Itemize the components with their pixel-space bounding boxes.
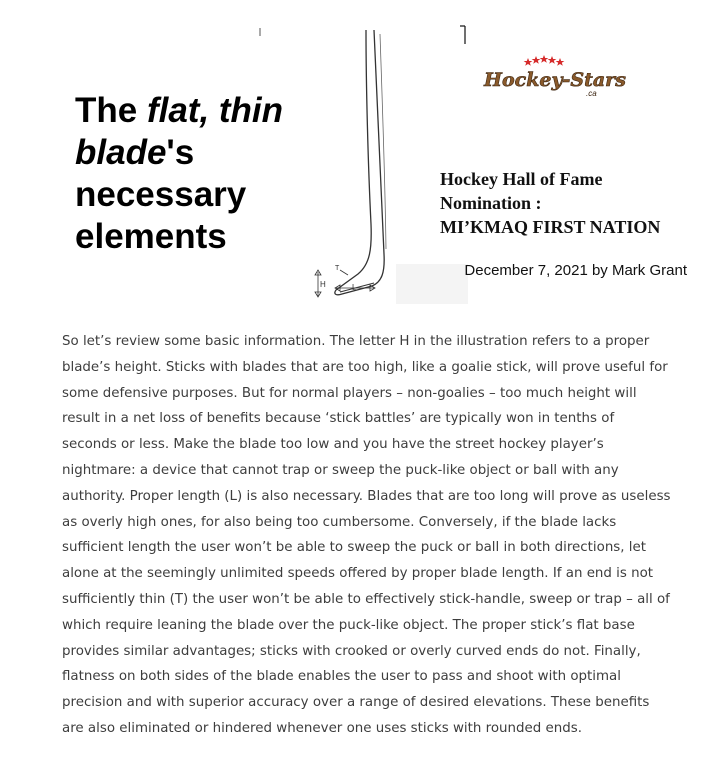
headline-part4: 's necessary elements <box>75 133 247 256</box>
article-body: So let’s review some basic information. The letter H in the illustration refers to a proper blade’s height. Sticks with blades that are too high, like a goalie stick, will prove useful for some defensive purposes. But for normal players – non-goalies – too much height will result in a net loss of benefits because ‘stick battles’ are typically won in tenths of seconds or less. Make the blade too low and you have the street hockey player’s nightmare: a device that cannot trap or sweep the puck-like object or ball with any authority. Proper length (L) is also necessary. Blades that are too long will prove as useless as overly high ones, for also being too cumbersome. Conversely, if the blade lacks sufficient length the user won’t be able to sweep the puck or ball in both directions, let alone at the seemingly unlimited speeds offered by proper blade length. If an end is not sufficiently thin (T) the user won’t be able to effectively stick-handle, sweep or trap – all of which require leaning the blade over the puck-like object. The proper stick’s flat base provides similar advantages; sticks with crooked or overly curved ends do not. Finally, flatness on both sides of the blade enables the user to pass and shoot with optimal precision and with superior accuracy over a range of desired elevations. These benefits are also eliminated or hindered whenever one uses sticks with rounded ends. <box>62 334 671 736</box>
headline-italic-blade: blade <box>75 133 167 172</box>
nomination-line1: Hockey Hall of Fame <box>440 169 603 189</box>
headline-part1: The <box>75 91 147 130</box>
figure-label-l: L <box>352 283 357 292</box>
hockey-stars-logo <box>478 52 626 104</box>
logo-text: Hockey-Stars <box>484 69 626 91</box>
star-icon <box>540 55 549 63</box>
nomination-line2: Nomination : <box>440 193 542 213</box>
byline: December 7, 2021 by Mark Grant <box>464 262 687 279</box>
nomination-line3: MI’KMAQ FIRST NATION <box>440 217 661 237</box>
hockey-stick-illustration <box>300 24 470 306</box>
star-icon <box>532 56 541 64</box>
figure-label-h: H <box>320 280 326 289</box>
star-icon <box>556 58 565 66</box>
star-icon <box>548 56 557 64</box>
headline-italic-flat-thin: flat, thin <box>146 91 284 130</box>
figure-label-t: T <box>335 265 340 272</box>
star-icon <box>524 58 533 66</box>
headline <box>75 90 315 258</box>
nomination-title <box>440 167 700 239</box>
logo-suffix: .ca <box>586 89 597 98</box>
